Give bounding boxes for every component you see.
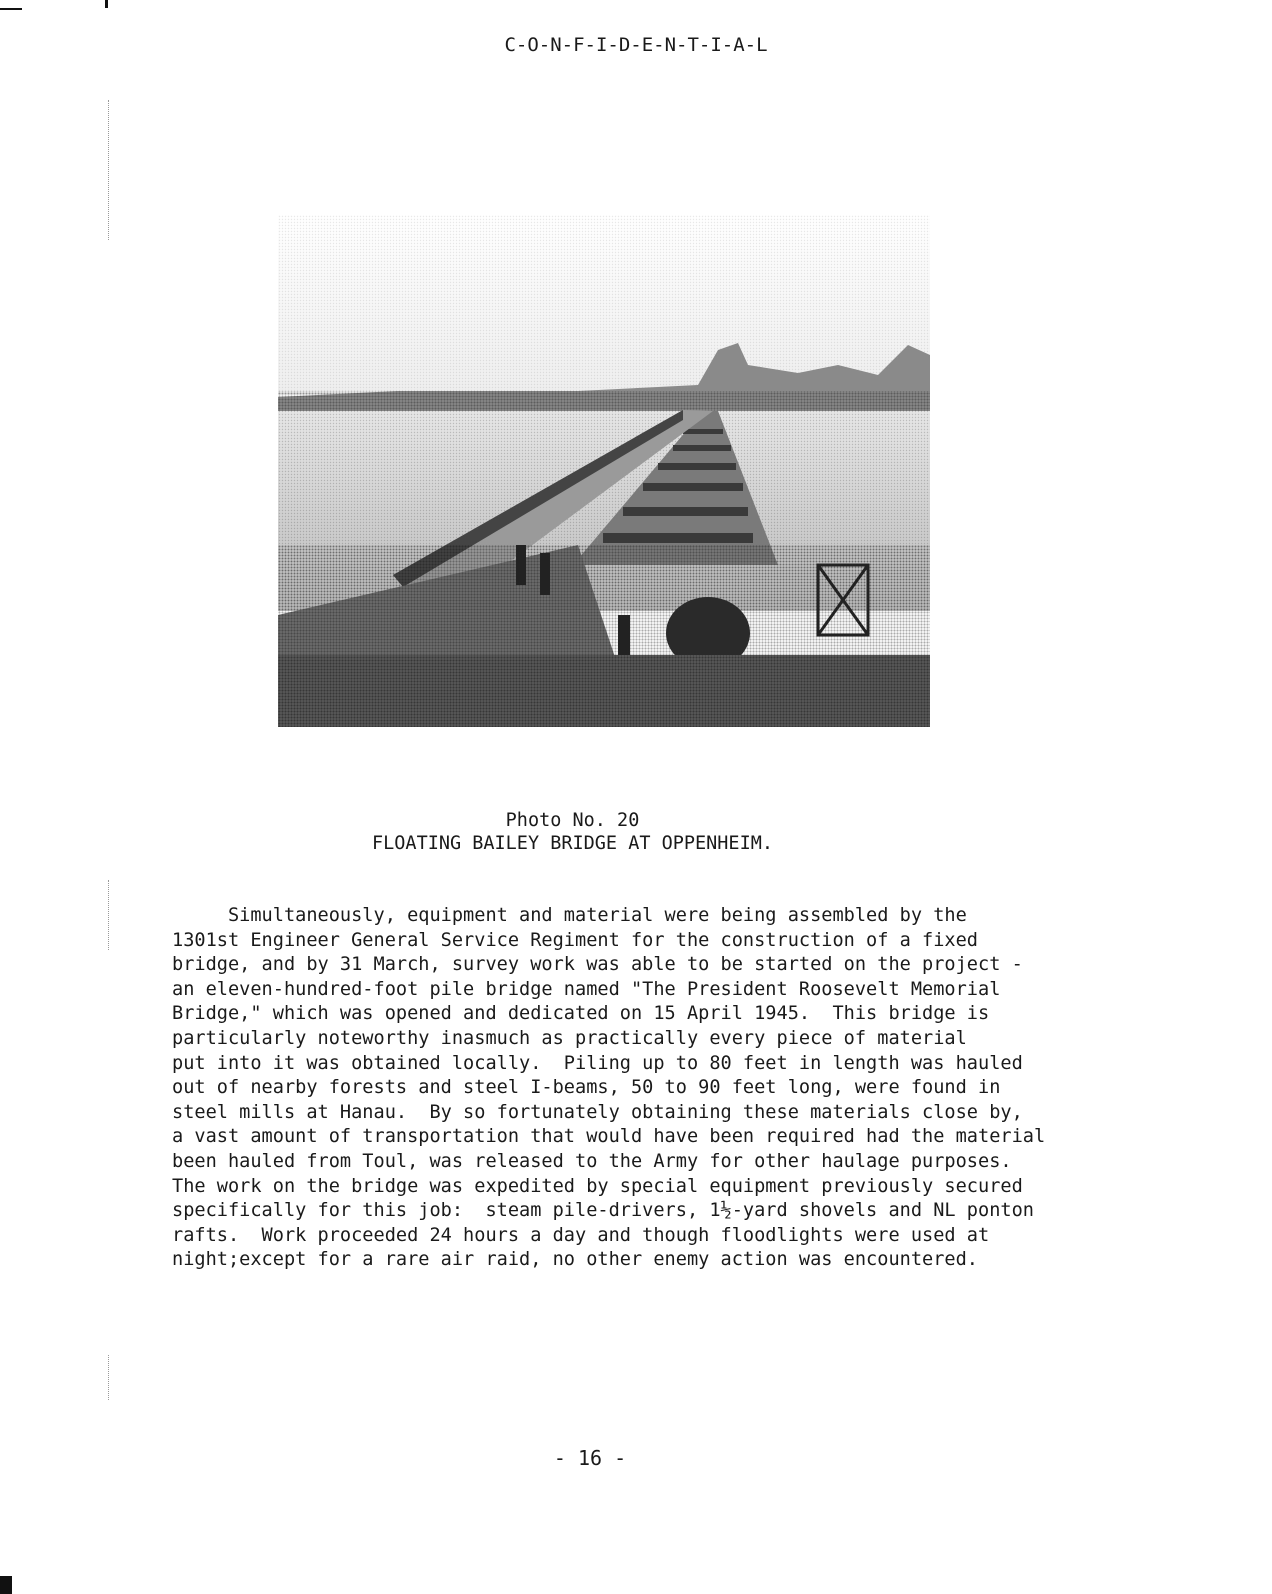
- page-number: - 16 -: [553, 1446, 627, 1470]
- photo-number: Photo No. 20: [505, 810, 640, 831]
- body-line: out of nearby forests and steel I-beams, 50 to 90 feet long, were found in: [172, 1077, 1001, 1099]
- body-line: put into it was obtained locally. Piling up to 80 feet in length was hauled: [172, 1052, 1023, 1074]
- photo-title: FLOATING BAILEY BRIDGE AT OPPENHEIM.: [372, 833, 773, 854]
- body-line: a vast amount of transportation that would have been required had the material: [172, 1126, 1046, 1148]
- body-line: rafts. Work proceeded 24 hours a day and though floodlights were used at: [172, 1224, 990, 1246]
- body-paragraph: [172, 904, 1172, 1273]
- scan-mark-bottom-left: [0, 1576, 12, 1594]
- margin-dots-2: [108, 880, 110, 950]
- body-line: 1301st Engineer General Service Regiment for the construction of a fixed: [172, 929, 978, 951]
- body-line: Bridge," which was opened and dedicated on 15 April 1945. This bridge is: [172, 1003, 990, 1025]
- body-line: an eleven-hundred-foot pile bridge named "The President Roosevelt Memorial: [172, 978, 1001, 1000]
- body-line: specifically for this job: steam pile-drivers, 1½-yard shovels and NL ponton: [172, 1200, 1034, 1222]
- body-line: particularly noteworthy inasmuch as practically every piece of material: [172, 1027, 967, 1049]
- classification-header: C-O-N-F-I-D-E-N-T-I-A-L: [504, 34, 768, 56]
- body-line: Simultaneously, equipment and material were being assembled by the: [172, 905, 967, 926]
- body-line: steel mills at Hanau. By so fortunately obtaining these materials close by,: [172, 1101, 1023, 1123]
- body-line: night;except for a rare air raid, no other enemy action was encountered.: [172, 1249, 978, 1271]
- scan-mark-top-left: [0, 8, 22, 10]
- body-line: The work on the bridge was expedited by special equipment previously secured: [172, 1175, 1023, 1197]
- body-line: been hauled from Toul, was released to the Army for other haulage purposes.: [172, 1150, 1012, 1172]
- bridge-photo: [278, 215, 930, 727]
- scan-mark-top: [105, 0, 108, 8]
- margin-dots-3: [108, 1355, 110, 1400]
- margin-dots-1: [108, 100, 110, 240]
- body-line: bridge, and by 31 March, survey work was able to be started on the project -: [172, 954, 1023, 976]
